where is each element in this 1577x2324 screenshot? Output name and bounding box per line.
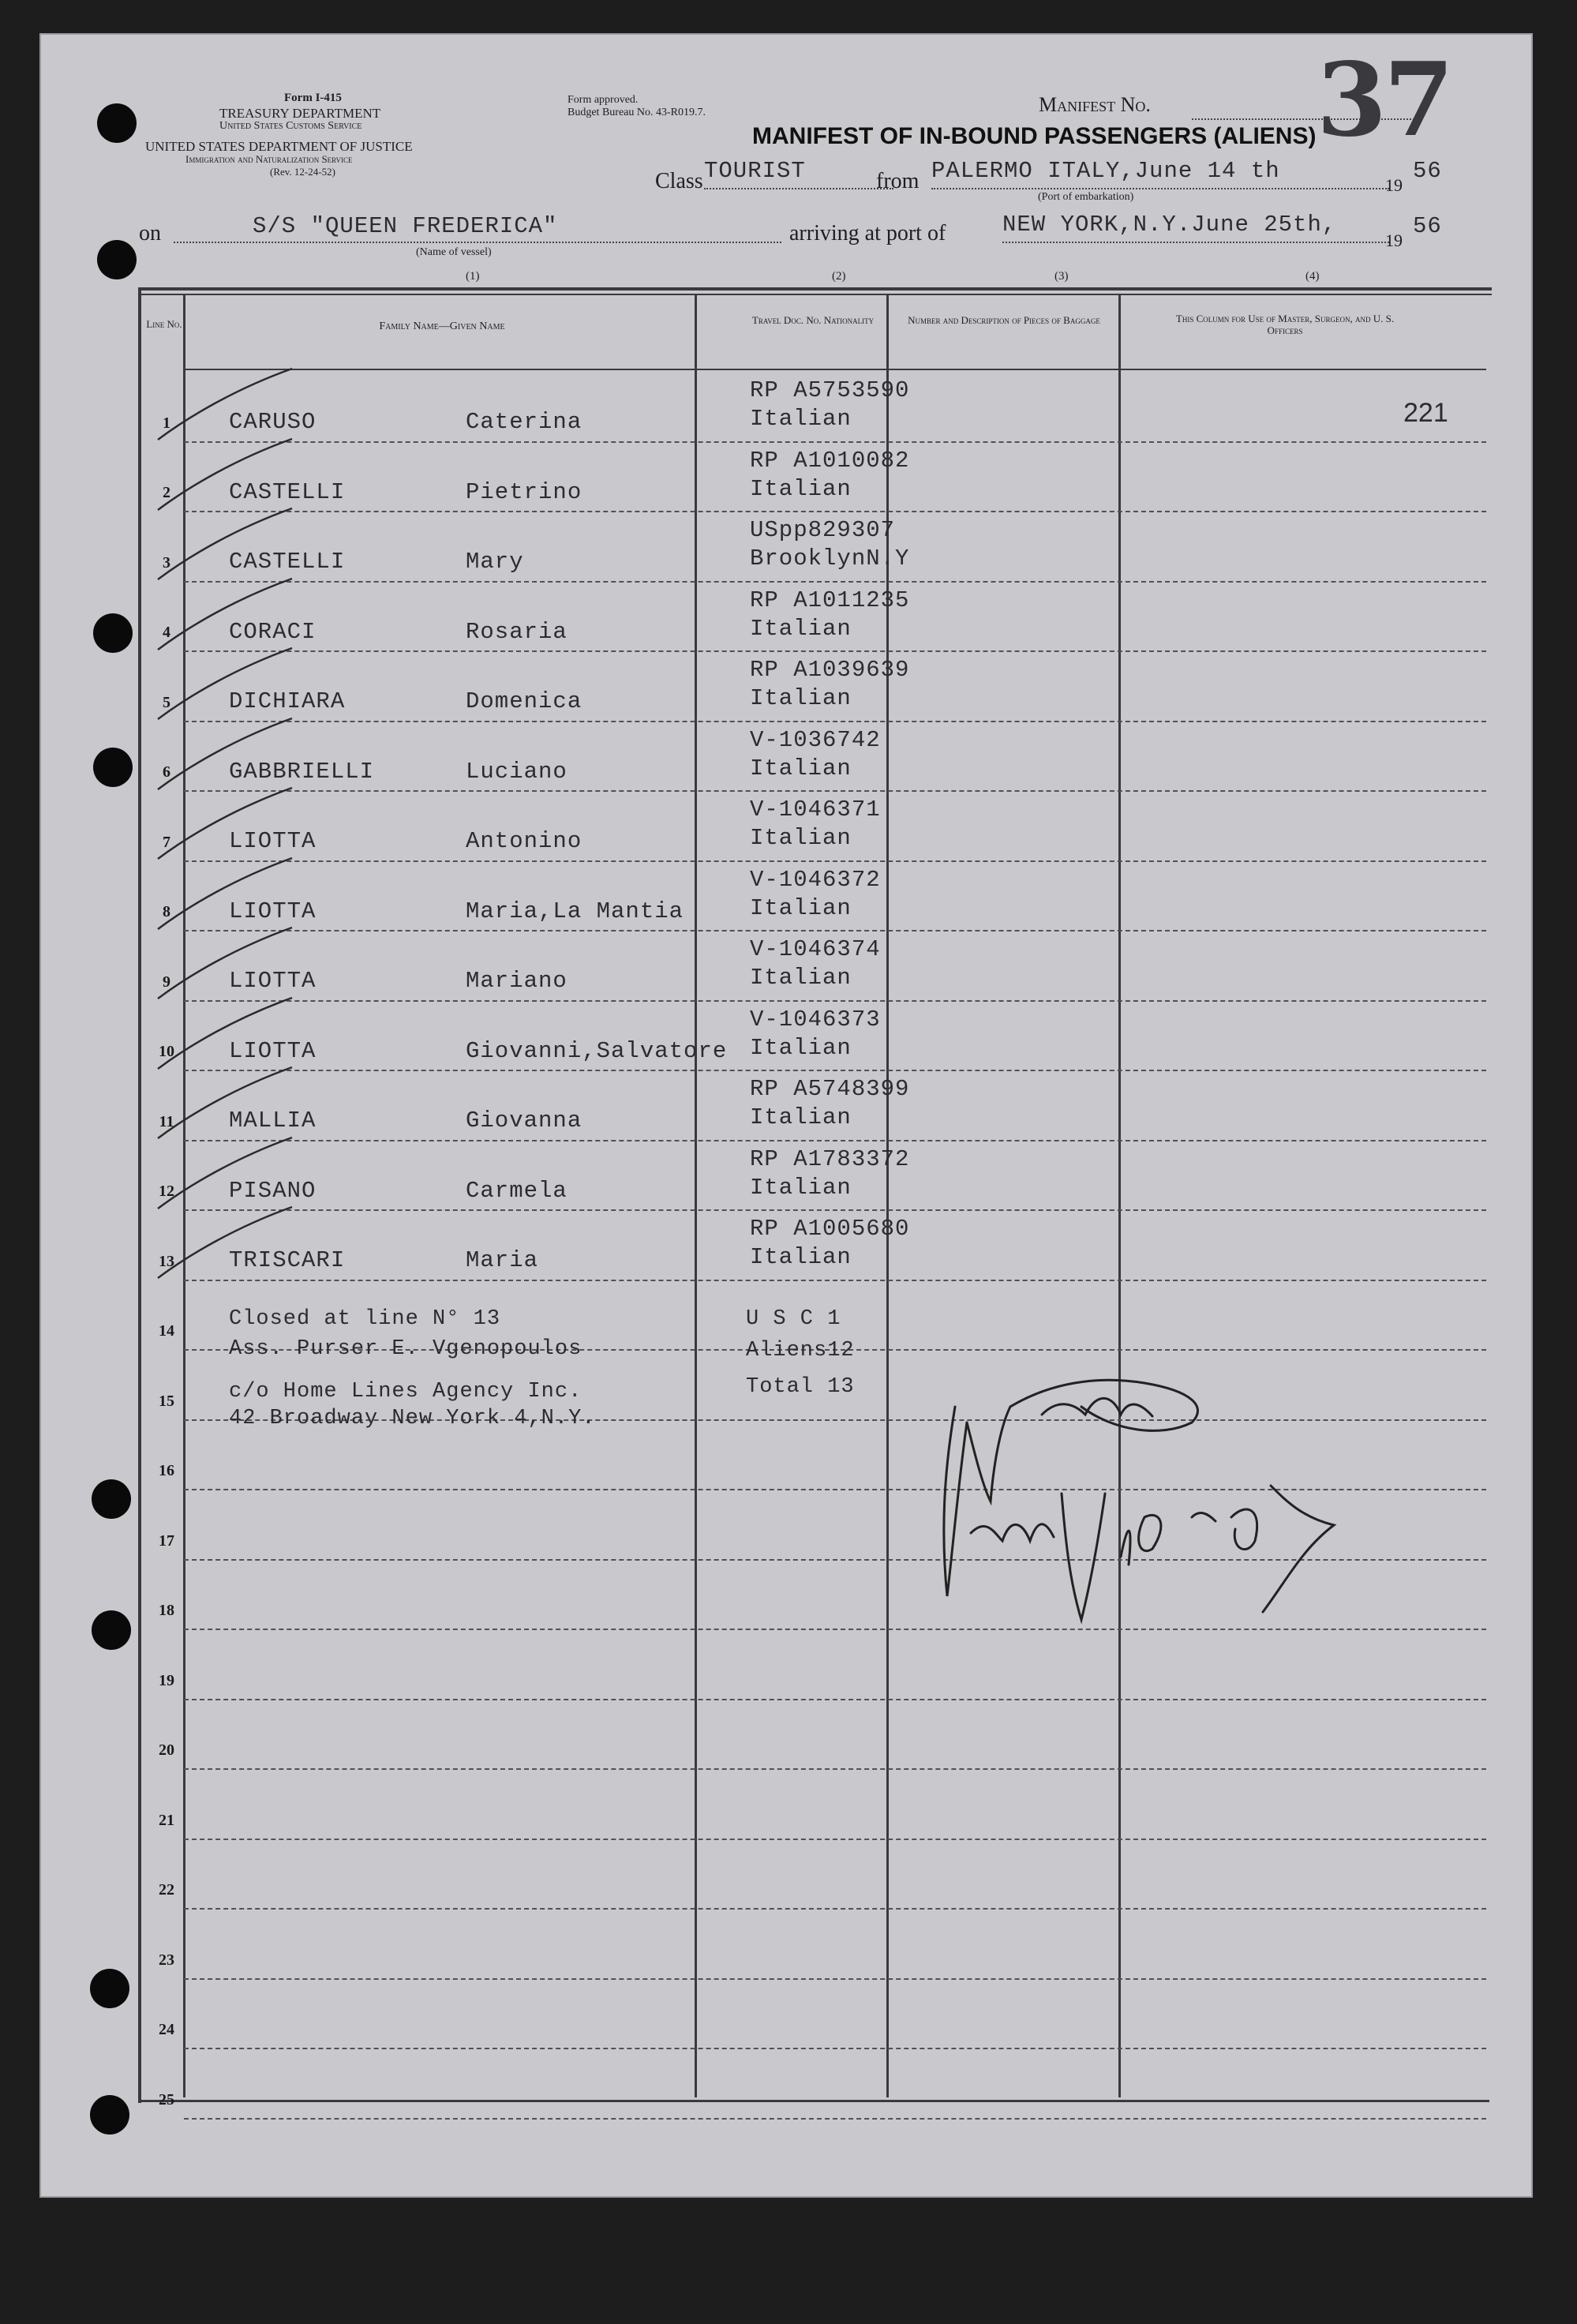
given-name: Antonino (466, 828, 582, 854)
family-name: LIOTTA (229, 898, 317, 924)
budget-bureau: Budget Bureau No. 43-R019.7. (567, 107, 706, 118)
family-name: TRISCARI (229, 1247, 346, 1273)
nationality: Italian (750, 755, 852, 782)
usc-count: U S C 1 (746, 1307, 841, 1331)
travel-doc-number: RP A1783372 (750, 1145, 910, 1172)
punch-hole (92, 1479, 131, 1519)
page-reference: 221 (1403, 398, 1448, 428)
form-number: Form I-415 (284, 92, 342, 104)
travel-doc-number: RP A1005680 (750, 1216, 910, 1242)
tick-mark (142, 1203, 316, 1290)
travel-doc-number: RP A5753590 (750, 377, 910, 403)
line-number: 4 (163, 624, 170, 641)
table-top-border-2 (138, 294, 1492, 295)
row-separator (184, 1000, 1486, 1002)
arriving-value: NEW YORK,N.Y.June 25th, (1002, 212, 1337, 238)
table-bottom-border (138, 2100, 1489, 2102)
nationality: Italian (750, 1104, 852, 1130)
row-separator (184, 1839, 1486, 1840)
row-separator (184, 1070, 1486, 1071)
col3-number: (3) (1054, 270, 1069, 283)
total-count: Total 13 (746, 1375, 855, 1399)
line-number: 24 (159, 2021, 174, 2038)
line-number: 3 (163, 553, 170, 572)
row-separator (184, 930, 1486, 931)
row-separator (184, 1768, 1486, 1770)
travel-doc-number: V-1046372 (750, 866, 881, 893)
inspector-signature (892, 1359, 1413, 1628)
family-name: CASTELLI (229, 549, 346, 575)
row-separator (184, 860, 1486, 862)
line-number: 2 (163, 484, 170, 501)
year-value: 56 (1413, 158, 1442, 184)
line-number: 18 (159, 1602, 174, 1619)
arriving-label: arriving at port of (789, 221, 946, 246)
manifest-page (39, 33, 1533, 2198)
line-number: 9 (163, 973, 170, 991)
line-number: 1 (163, 414, 170, 432)
family-name: LIOTTA (229, 1037, 317, 1064)
manifest-no-label: Manifest No. (1039, 93, 1151, 116)
nationality: Italian (750, 1244, 852, 1270)
nationality: Italian (750, 406, 852, 432)
line-number: 23 (159, 1951, 174, 1969)
nationality: Italian (750, 965, 852, 991)
given-name: Pietrino (466, 478, 582, 505)
travel-doc-number: RP A1011235 (750, 587, 910, 613)
from-label: from (876, 169, 920, 193)
header-underline (184, 369, 1486, 370)
col2-number: (2) (832, 270, 846, 283)
punch-hole (97, 240, 137, 279)
nationality: Italian (750, 1174, 852, 1201)
line-number: 20 (159, 1741, 174, 1759)
form-approved: Form approved. (567, 94, 639, 106)
travel-doc-number: V-1046373 (750, 1006, 881, 1033)
nationality: BrooklynN.Y (750, 545, 910, 572)
row-separator (184, 650, 1486, 652)
family-name: LIOTTA (229, 968, 317, 994)
line-number: 14 (159, 1322, 174, 1340)
given-name: Giovanna (466, 1108, 582, 1134)
row-separator (184, 2118, 1486, 2120)
punch-hole (93, 748, 133, 787)
line-number: 15 (159, 1392, 174, 1410)
punch-hole (90, 2095, 129, 2135)
nationality: Italian (750, 825, 852, 851)
line-number: 11 (159, 1112, 174, 1130)
class-line (704, 188, 893, 189)
from-line (931, 188, 1389, 189)
family-name: CARUSO (229, 409, 317, 435)
line-number: 16 (159, 1462, 174, 1479)
year-prefix: 19 (1385, 175, 1403, 195)
given-name: Rosaria (466, 618, 567, 645)
row-separator (184, 511, 1486, 512)
manifest-number: 37 (1317, 41, 1452, 159)
row-separator (184, 2048, 1486, 2049)
given-name: Maria (466, 1247, 539, 1273)
col3-divider (1118, 294, 1121, 2097)
row-separator (184, 1209, 1486, 1211)
row-separator (184, 1908, 1486, 1910)
line-number: 5 (163, 693, 170, 711)
row-separator (184, 1978, 1486, 1980)
col1-number: (1) (466, 270, 480, 283)
customs-label: United States Customs Service (219, 120, 362, 132)
arriving-year-prefix: 19 (1385, 231, 1403, 250)
line-number: 25 (159, 2090, 174, 2108)
officers-header: This Column for Use of Master, Surgeon, and U. S. Officers (1175, 313, 1395, 336)
from-value: PALERMO ITALY,June 14 th (931, 158, 1280, 184)
travel-doc-number: RP A1010082 (750, 447, 910, 474)
doc-header: Travel Doc. No. Nationality (751, 314, 875, 326)
travel-doc-number: RP A1039639 (750, 657, 910, 683)
row-separator (184, 581, 1486, 583)
line-number: 6 (163, 763, 170, 781)
baggage-header: Number and Description of Pieces of Baggage (908, 314, 1100, 326)
given-name: Carmela (466, 1177, 567, 1204)
given-name: Mariano (466, 968, 567, 994)
col4-number: (4) (1305, 270, 1320, 283)
punch-hole (92, 1610, 131, 1650)
treasury-label: TREASURY DEPARTMENT (219, 106, 381, 121)
family-name: PISANO (229, 1177, 317, 1204)
given-name: Caterina (466, 409, 582, 435)
travel-doc-number: RP A5748399 (750, 1076, 910, 1102)
agency-name: c/o Home Lines Agency Inc. (229, 1380, 582, 1404)
nationality: Italian (750, 894, 852, 921)
family-name: MALLIA (229, 1108, 317, 1134)
ins-label: Immigration and Naturalization Service (185, 153, 353, 165)
class-label: Class (655, 169, 703, 193)
aliens-count: Aliens12 (746, 1339, 855, 1363)
line-number: 17 (159, 1531, 174, 1550)
row-separator (184, 441, 1486, 443)
row-separator (184, 790, 1486, 792)
travel-doc-number: V-1036742 (750, 726, 881, 753)
punch-hole (93, 613, 133, 653)
name-header: Family Name—Given Name (379, 320, 505, 332)
family-name: CASTELLI (229, 478, 346, 505)
line-number: 12 (159, 1183, 174, 1200)
travel-doc-number: USpp829307 (750, 517, 896, 543)
port-embarkation-label: (Port of embarkation) (1038, 191, 1134, 203)
row-separator (184, 721, 1486, 722)
nationality: Italian (750, 615, 852, 642)
purser-name: Ass. Purser E. Vgenopoulos (229, 1337, 582, 1361)
family-name: CORACI (229, 618, 317, 645)
vessel-line (174, 242, 781, 243)
justice-label: UNITED STATES DEPARTMENT OF JUSTICE (145, 139, 413, 154)
line-number: 8 (163, 903, 170, 920)
class-value: TOURIST (704, 158, 806, 184)
line-number: 7 (163, 833, 170, 851)
punch-hole (90, 1969, 129, 2008)
line-number: 10 (159, 1043, 174, 1060)
closed-at-line: Closed at line N° 13 (229, 1307, 501, 1331)
given-name: Maria,La Mantia (466, 898, 684, 924)
table-top-border (138, 287, 1492, 290)
given-name: Domenica (466, 688, 582, 714)
family-name: GABBRIELLI (229, 758, 375, 785)
line-no-header: Line No. (146, 318, 182, 330)
revision-label: (Rev. 12-24-52) (270, 166, 335, 178)
nationality: Italian (750, 475, 852, 502)
arriving-year: 56 (1413, 213, 1442, 239)
nationality: Italian (750, 685, 852, 711)
given-name: Giovanni,Salvatore (466, 1037, 728, 1064)
table-left-border (138, 287, 141, 2103)
row-separator (184, 1699, 1486, 1700)
manifest-title: MANIFEST OF IN-BOUND PASSENGERS (ALIENS) (752, 123, 1317, 149)
line-number: 19 (159, 1671, 174, 1689)
agency-address: 42 Broadway New York 4,N.Y. (229, 1407, 596, 1430)
row-separator (184, 1140, 1486, 1141)
given-name: Mary (466, 549, 524, 575)
on-label: on (139, 221, 161, 246)
vessel-value: S/S "QUEEN FREDERICA" (253, 213, 558, 239)
line-number: 22 (159, 1881, 174, 1899)
family-name: DICHIARA (229, 688, 346, 714)
vessel-label: (Name of vessel) (416, 246, 492, 258)
row-separator (184, 1280, 1486, 1281)
travel-doc-number: V-1046371 (750, 797, 881, 823)
line-number: 13 (159, 1252, 174, 1270)
nationality: Italian (750, 1034, 852, 1061)
punch-hole (97, 103, 137, 143)
line-number: 21 (159, 1811, 174, 1829)
family-name: LIOTTA (229, 828, 317, 854)
given-name: Luciano (466, 758, 567, 785)
col1-divider (695, 294, 697, 2097)
travel-doc-number: V-1046374 (750, 936, 881, 962)
arriving-line (1002, 242, 1389, 243)
row-separator (184, 1629, 1486, 1630)
